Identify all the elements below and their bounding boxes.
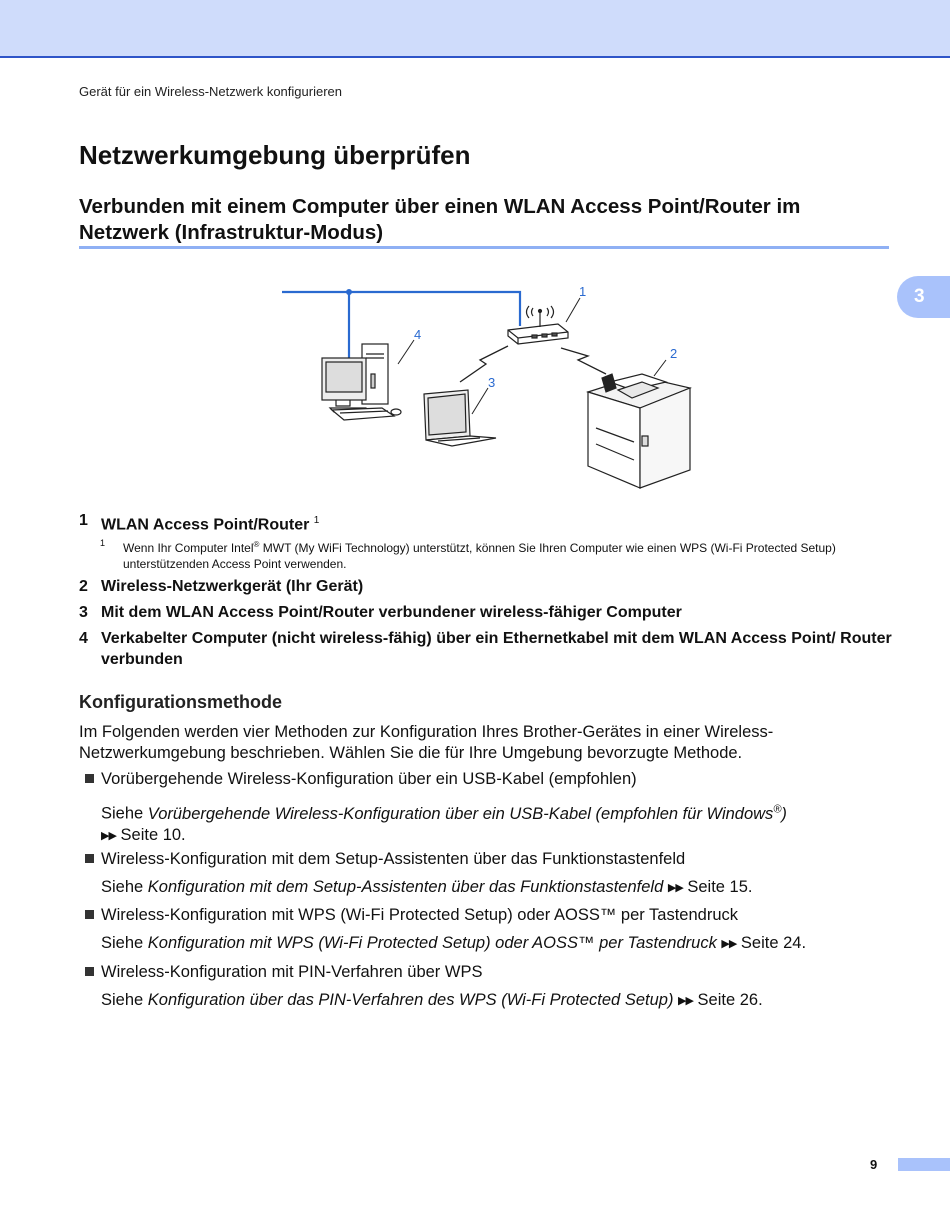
- method-item-2: [85, 849, 685, 870]
- callout-1: 1: [579, 284, 587, 299]
- legend-item-4: [79, 628, 899, 670]
- wireless-link-printer: [561, 348, 606, 374]
- laptop-icon: [424, 390, 496, 446]
- callout-line-2: [654, 360, 666, 376]
- page-number: 9: [870, 1157, 878, 1172]
- method-label: Wireless-Konfiguration mit PIN-Verfahren über WPS: [101, 963, 483, 981]
- double-arrow-icon: ▶▶: [667, 882, 683, 894]
- see-prefix: Siehe: [101, 991, 148, 1009]
- bullet-square-icon: [85, 774, 94, 783]
- cross-reference-link[interactable]: Konfiguration mit WPS (Wi-Fi Protected Setup) oder AOSS™ per Tastendruck: [147, 934, 717, 952]
- double-arrow-icon: ▶▶: [721, 938, 737, 950]
- method-reference-3: [101, 933, 881, 956]
- ethernet-cable: [282, 292, 520, 326]
- callout-line-3: [472, 388, 488, 414]
- footer-bar: [898, 1158, 950, 1171]
- callout-3: 3: [488, 375, 496, 390]
- bullet-square-icon: [85, 910, 94, 919]
- legend-text: WLAN Access Point/Router: [101, 516, 310, 534]
- page-title: Netzwerkumgebung überprüfen: [79, 140, 471, 170]
- legend-text: Verkabelter Computer (nicht wireless-fähig) über ein Ethernetkabel mit dem WLAN Access Point/ Router verbunden: [101, 630, 892, 668]
- footnote: [100, 537, 880, 572]
- footnote-number: 1: [100, 538, 106, 548]
- cross-reference-link[interactable]: [148, 805, 787, 823]
- footnote-text-start: Wenn Ihr Computer Intel: [123, 541, 254, 555]
- chapter-tab[interactable]: 3: [897, 276, 950, 318]
- method-label: Wireless-Konfiguration mit WPS (Wi-Fi Protected Setup) oder AOSS™ per Tastendruck: [101, 906, 739, 924]
- section-subtitle: Verbunden mit einem Computer über einen WLAN Access Point/Router im Netzwerk (Infrastruktur-Modus): [79, 195, 801, 244]
- callout-4: 4: [414, 327, 422, 342]
- legend-number: 1: [79, 512, 88, 529]
- network-diagram: [270, 278, 700, 494]
- method-reference-2: [101, 877, 881, 900]
- legend-text: Mit dem WLAN Access Point/Router verbundener wireless-fähiger Computer: [101, 604, 682, 621]
- registered-mark: ®: [773, 803, 782, 815]
- legend-item-3: [79, 602, 899, 623]
- header-rule: [0, 56, 950, 58]
- bullet-square-icon: [85, 854, 94, 863]
- section-intro: Im Folgenden werden vier Methoden zur Konfiguration Ihres Brother-Gerätes in einer Wireless-Netzwerkumgebung beschrieben. Wählen Sie die für Ihre Umgebung bevorzugte Methode.: [79, 723, 774, 762]
- registered-mark: ®: [253, 540, 260, 549]
- legend-number: 4: [79, 630, 88, 647]
- page-reference[interactable]: Seite 10.: [115, 825, 186, 844]
- running-title: Gerät für ein Wireless-Netzwerk konfigurieren: [79, 84, 342, 99]
- cable-junction: [346, 289, 352, 295]
- legend-number: 2: [79, 578, 88, 595]
- page-reference[interactable]: Seite 24.: [736, 934, 807, 952]
- reference-close: ): [781, 804, 787, 823]
- double-arrow-icon: ▶▶: [678, 995, 693, 1007]
- legend-item-2: [79, 576, 899, 597]
- method-item-4: [85, 962, 482, 983]
- see-prefix: Siehe: [101, 878, 148, 896]
- legend-number: 3: [79, 604, 88, 621]
- callout-2: 2: [670, 346, 678, 361]
- footnote-ref[interactable]: 1: [313, 515, 320, 526]
- method-item-3: [85, 905, 738, 926]
- section-heading: Konfigurationsmethode: [79, 692, 282, 712]
- method-reference-4: [101, 990, 881, 1013]
- desktop-computer-icon: [322, 344, 401, 420]
- cross-reference-link[interactable]: Konfiguration über das PIN-Verfahren des WPS (Wi-Fi Protected Setup): [147, 991, 674, 1009]
- subtitle-rule: [79, 246, 889, 249]
- reference-text: Vorübergehende Wireless-Konfiguration über ein USB-Kabel (empfohlen für Windows: [147, 804, 774, 823]
- printer-icon: [588, 374, 690, 494]
- page-reference[interactable]: Seite 26.: [692, 991, 763, 1009]
- double-arrow-icon: ▶▶: [101, 829, 116, 842]
- method-label: Vorübergehende Wireless-Konfiguration über ein USB-Kabel (empfohlen): [101, 770, 637, 788]
- legend-text: Wireless-Netzwerkgerät (Ihr Gerät): [101, 578, 364, 595]
- callout-line-1: [566, 298, 580, 322]
- bullet-square-icon: [85, 967, 94, 976]
- header-band: [0, 0, 950, 56]
- footnote-text-end: MWT (My WiFi Technology) unterstützt, können Sie Ihren Computer wie einen WPS (Wi-Fi Protected Setup) unterstützenden Access Point verwenden.: [123, 541, 836, 571]
- method-item-1: [85, 769, 637, 790]
- callout-line-4: [398, 340, 414, 364]
- router-icon: [508, 306, 568, 344]
- see-prefix: Siehe: [101, 934, 148, 952]
- page-reference[interactable]: Seite 15.: [682, 878, 753, 896]
- legend-item-1: [79, 510, 899, 535]
- see-prefix: Siehe: [101, 804, 148, 823]
- method-reference-1: [101, 799, 881, 848]
- cross-reference-link[interactable]: Konfiguration mit dem Setup-Assistenten über das Funktionstastenfeld: [147, 878, 664, 896]
- wireless-link-laptop: [460, 346, 508, 382]
- method-label: Wireless-Konfiguration mit dem Setup-Assistenten über das Funktionstastenfeld: [101, 850, 686, 868]
